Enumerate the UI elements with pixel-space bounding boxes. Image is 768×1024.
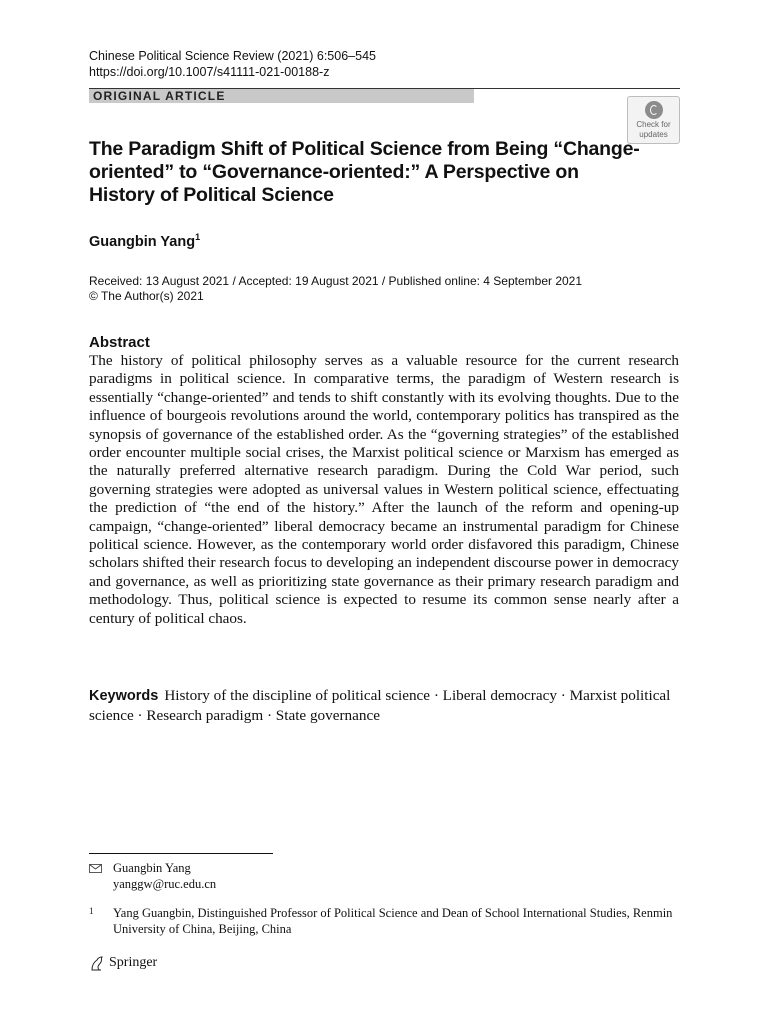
footnote-number: 1 <box>89 906 94 916</box>
abstract-body: The history of political philosophy serves as a valuable resource for the current research paradigms in political science. In comparative terms, the paradigm of Western research is essentially “change-oriented” and tends to shift constantly with its evolving thoughts. Due to the influence of bourgeois revolutions around the world, contemporary politics has transpired as the synopsis of governance of the established order. As the “governing strategies” of the established order encounter multiple social crises, the Marxist political science or Marxism has emerged as the naturally preferred alternative research paradigm. During the Cold War period, such governing strategies were adopted as universal values in Western political science, effectuating the prediction of “the end of the history.” After the launch of the reform and opening-up campaign, “change-oriented” liberal democracy became an instrumental paradigm for Chinese political science. However, as the contemporary world order disfavored this paradigm, Chinese scholars shifted their research focus to developing an independent discourse power in democracy and governance, as well as prioritizing state governance as their primary research paradigm and methodology. Thus, political science is expected to resume its common sense nearly after a century of political chaos. <box>89 352 679 627</box>
article-title: The Paradigm Shift of Political Science from Being “Change-oriented” to “Governance-oriented:” A Perspective on History of Political Science <box>89 138 640 206</box>
abstract-heading: Abstract <box>89 334 150 351</box>
footnote-rule <box>89 853 273 854</box>
check-for-updates-badge[interactable] <box>627 96 680 144</box>
badge-line2: updates <box>639 130 668 139</box>
dates-line: Received: 13 August 2021 / Accepted: 19 August 2021 / Published online: 4 September 2021 <box>89 274 583 288</box>
copyright-line: © The Author(s) 2021 <box>89 289 204 303</box>
author-line <box>89 232 200 250</box>
envelope-icon <box>89 864 102 873</box>
header-rule-right <box>474 88 680 89</box>
keywords-label: Keywords <box>89 688 159 704</box>
article-type-label: ORIGINAL ARTICLE <box>93 89 226 103</box>
publisher-name: Springer <box>109 955 158 970</box>
doi-link[interactable]: https://doi.org/10.1007/s41111-021-00188-z <box>89 65 330 79</box>
author-name[interactable]: Guangbin Yang <box>89 233 196 250</box>
publication-dates <box>89 274 582 304</box>
contact-email[interactable]: yanggw@ruc.edu.cn <box>113 877 217 891</box>
author-affiliation-marker: 1 <box>195 232 201 242</box>
contact-name: Guangbin Yang <box>113 861 191 875</box>
keywords-text: History of the discipline of political science · Liberal democracy · Marxist political science · Research paradigm · State governance <box>89 687 671 724</box>
keywords-block <box>89 686 679 725</box>
springer-horse-icon <box>89 955 105 972</box>
check-updates-icon <box>645 101 663 119</box>
journal-citation: Chinese Political Science Review (2021) 6:506–545 <box>89 49 376 63</box>
badge-line1: Check for <box>636 120 671 129</box>
footnote-text: Yang Guangbin, Distinguished Professor of Political Science and Dean of School International Studies, Renmin University of China, Beijing, China <box>113 906 673 936</box>
